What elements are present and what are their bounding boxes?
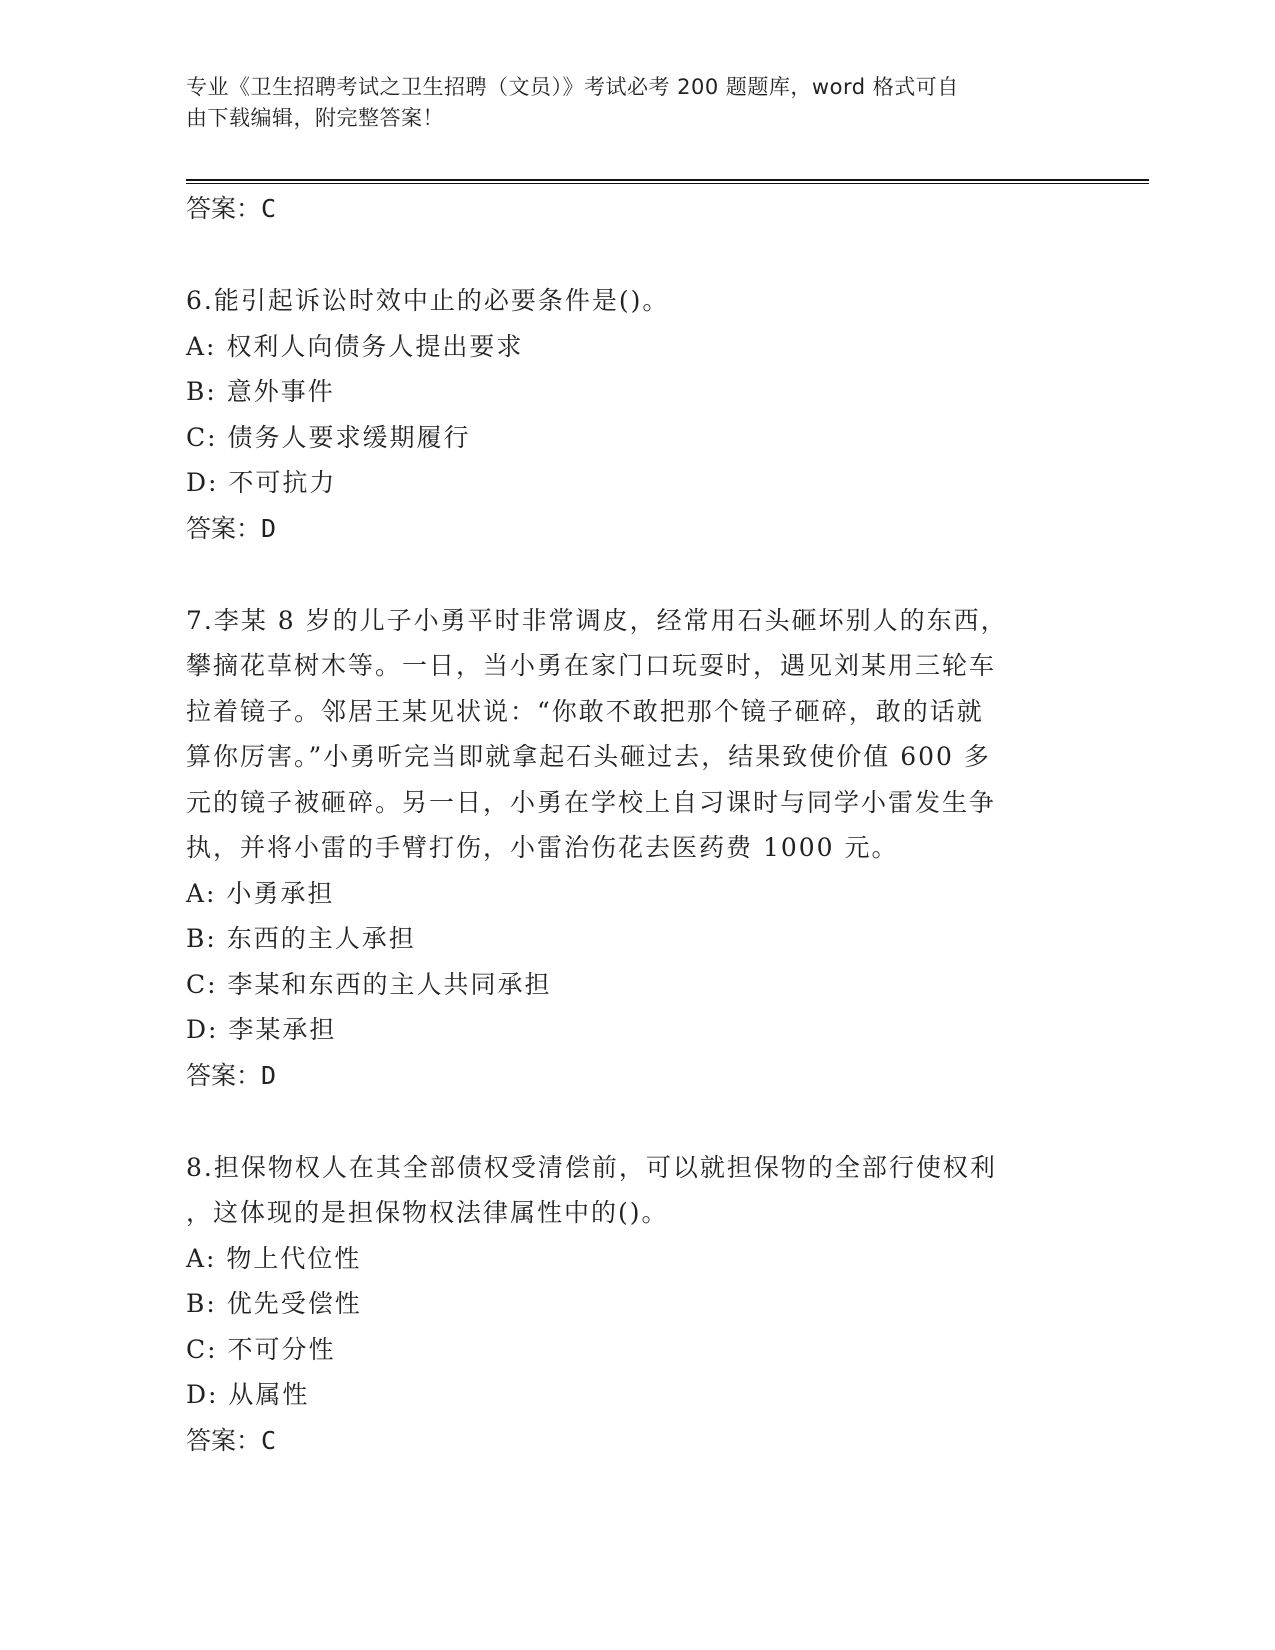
option-b: B: 东西的主人承担 <box>186 924 416 953</box>
option-b: B: 意外事件 <box>186 377 335 406</box>
option-b: B: 优先受偿性 <box>186 1289 362 1318</box>
answer-line: 答案：C <box>186 194 277 223</box>
answer-line: 答案：C <box>186 1425 277 1455</box>
option-c: C: 李某和东西的主人共同承担 <box>186 969 552 999</box>
option-c: C: 债务人要求缓期履行 <box>186 422 471 452</box>
question-stem-line: 6.能引起诉讼时效中止的必要条件是()。 <box>186 286 670 315</box>
header-line-2: 由下载编辑，附完整答案！ <box>186 106 444 130</box>
header-divider-thin <box>186 183 1149 184</box>
option-a: A: 物上代位性 <box>186 1243 362 1273</box>
question-stem-line: 拉着镜子。邻居王某见状说：“你敢不敢把那个镜子砸碎，敢的话就 <box>186 696 984 726</box>
question-7 <box>186 598 1086 1099</box>
answer-line: 答案：D <box>186 513 277 543</box>
question-stem-line: 元的镜子被砸碎。另一日，小勇在学校上自习课时与同学小雷发生争 <box>186 787 997 817</box>
question-stem-line: 7.李某 8 岁的儿子小勇平时非常调皮，经常用石头砸坏别人的东西， <box>186 605 1008 635</box>
question-stem-line: 算你厉害。”小勇听完当即就拿起石头砸过去，结果致使价值 600 多 <box>186 742 991 771</box>
spacer <box>186 1099 1086 1145</box>
question-6 <box>186 278 1086 552</box>
option-d: D: 李某承担 <box>186 1015 337 1044</box>
option-a: A: 小勇承担 <box>186 878 335 908</box>
spacer <box>186 232 1086 278</box>
question-8 <box>186 1145 1086 1464</box>
option-d: D: 从属性 <box>186 1380 310 1409</box>
header-divider-thick <box>186 179 1149 181</box>
spacer <box>186 552 1086 598</box>
question-list <box>186 186 1086 1464</box>
question-stem-line: 攀摘花草树木等。一日，当小勇在家门口玩耍时，遇见刘某用三轮车 <box>186 651 997 680</box>
header-line-1: 专业《卫生招聘考试之卫生招聘（文员）》考试必考 200 题题库，word 格式可自 <box>186 75 959 99</box>
question-stem-line: ，这体现的是担保物权法律属性中的()。 <box>186 1198 669 1227</box>
question-stem-line: 8.担保物权人在其全部债权受清偿前，可以就担保物的全部行使权利 <box>186 1152 997 1182</box>
answer-line: 答案：D <box>186 1060 277 1090</box>
document-header <box>186 72 1066 134</box>
option-a: A: 权利人向债务人提出要求 <box>186 331 524 361</box>
option-d: D: 不可抗力 <box>186 468 337 497</box>
question-stem-line: 执，并将小雷的手臂打伤，小雷治伤花去医药费 1000 元。 <box>186 833 899 862</box>
option-c: C: 不可分性 <box>186 1334 336 1364</box>
